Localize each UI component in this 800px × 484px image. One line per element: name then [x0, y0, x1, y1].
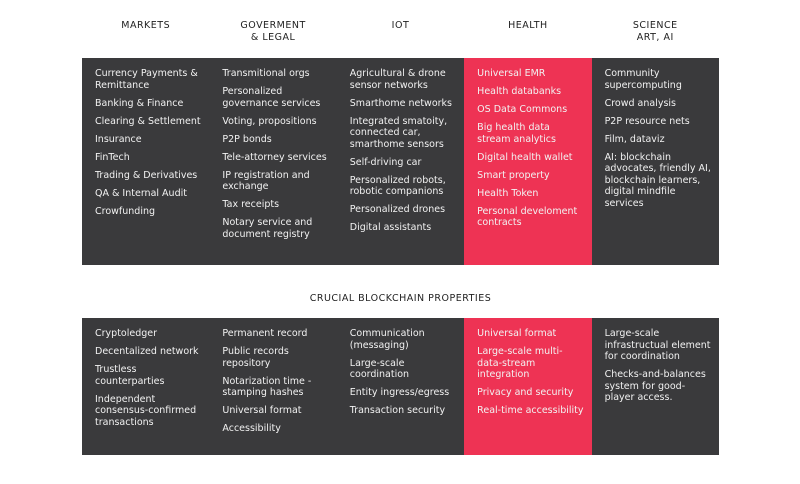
header-iot [337, 20, 464, 54]
list-item: Communication (messaging) [349, 328, 425, 351]
list-item: Personal develoment contracts [477, 205, 578, 228]
list-item: Entity ingress/egress [349, 387, 450, 398]
list-item: Clearing & Settlement [95, 115, 201, 127]
header-science-art-ai [592, 20, 719, 54]
list-item: Independent consensus-confirmed transactions [95, 393, 197, 428]
list-item: AI: blockchain advocates, friendly AI, blockchain learners, digital mindfile services [604, 151, 711, 209]
header-markets [82, 20, 209, 54]
list-item: Tele-attorney services [222, 151, 327, 163]
list-item: Transaction security [349, 405, 446, 416]
health-properties-column [464, 318, 591, 455]
list-item: Integrated smatoity, connected car, smarthome sensors [349, 115, 448, 150]
list-item: Trading & Derivatives [95, 169, 198, 181]
list-item: Smart property [477, 169, 550, 181]
header-health-line: HEALTH [508, 20, 548, 31]
list-item: Universal format [222, 405, 302, 416]
list-item: Permanent record [222, 328, 308, 339]
list-item: P2P resource nets [604, 115, 690, 127]
list-item: Cryptoledger [95, 328, 158, 339]
header-government-legal [209, 20, 336, 54]
header-iot-line: IOT [391, 20, 410, 31]
header-markets-line: MARKETS [121, 20, 171, 31]
list-item: Universal format [477, 328, 557, 339]
list-item: Crowd analysis [604, 97, 676, 109]
list-item: Personalized robots, robotic companions [349, 174, 446, 197]
list-item: IP registration and exchange [222, 169, 310, 192]
list-item: OS Data Commons [477, 104, 568, 115]
government-properties-column [209, 318, 336, 455]
applications-panel [82, 58, 719, 265]
list-item: Self-driving car [349, 156, 422, 168]
header-science-line-2: ART, AI [636, 32, 674, 43]
list-item: Smarthome networks [349, 97, 452, 109]
properties-panel [82, 318, 719, 455]
list-item: Transmitional orgs [222, 68, 310, 79]
list-item: Personalized governance services [222, 86, 321, 109]
list-item: Universal EMR [477, 68, 546, 79]
list-item: Tax receipts [222, 199, 280, 210]
science-art-ai-column [592, 58, 719, 265]
iot-properties-column [337, 318, 464, 455]
list-item: Insurance [95, 133, 142, 145]
header-health [464, 20, 591, 54]
list-item: Banking & Finance [95, 97, 184, 109]
science-properties-column [592, 318, 719, 455]
list-item: Privacy and security [477, 387, 574, 398]
list-item: Accessibility [222, 423, 281, 434]
section-title: CRUCIAL BLOCKCHAIN PROPERTIES [309, 293, 492, 304]
list-item: Health Token [477, 187, 539, 199]
health-column [464, 58, 591, 265]
list-item: Trustless counterparties [95, 364, 165, 387]
list-item: Notarization time - stamping hashes [222, 375, 312, 398]
list-item: Voting, propositions [222, 115, 317, 127]
list-item: Agricultural & drone sensor networks [349, 68, 446, 91]
list-item: Digital health wallet [477, 151, 573, 163]
list-item: Film, dataviz [604, 133, 665, 145]
list-item: Decentalized network [95, 346, 199, 357]
list-item: Crowfunding [95, 205, 156, 217]
list-item: Health databanks [477, 86, 562, 97]
list-item: Big health data stream analytics [477, 122, 556, 145]
list-item: Checks-and-balances system for good-player access. [604, 369, 706, 403]
list-item: Community supercomputing [604, 68, 682, 91]
list-item: Digital assistants [349, 222, 432, 233]
iot-column [337, 58, 464, 265]
list-item: QA & Internal Audit [95, 187, 187, 199]
column-headers [82, 20, 719, 54]
list-item: Large-scale multi-data-stream integration [477, 346, 563, 380]
list-item: Currency Payments & Remittance [95, 68, 198, 91]
list-item: Notary service and document registry [222, 217, 313, 240]
header-government-line-1: GOVERMENT [240, 20, 306, 31]
markets-column [82, 58, 209, 265]
list-item: Public records repository [222, 346, 289, 369]
list-item: Real-time accessibility [477, 405, 584, 416]
government-legal-column [209, 58, 336, 265]
markets-properties-column [82, 318, 209, 455]
header-science-line-1: SCIENCE [632, 20, 678, 31]
list-item: Large-scale coordination [349, 357, 410, 380]
list-item: Personalized drones [349, 204, 446, 215]
list-item: FinTech [95, 151, 130, 163]
list-item: Large-scale infrastructual element for coordination [604, 328, 711, 362]
header-government-line-2: & LEGAL [250, 32, 296, 43]
list-item: P2P bonds [222, 133, 272, 145]
